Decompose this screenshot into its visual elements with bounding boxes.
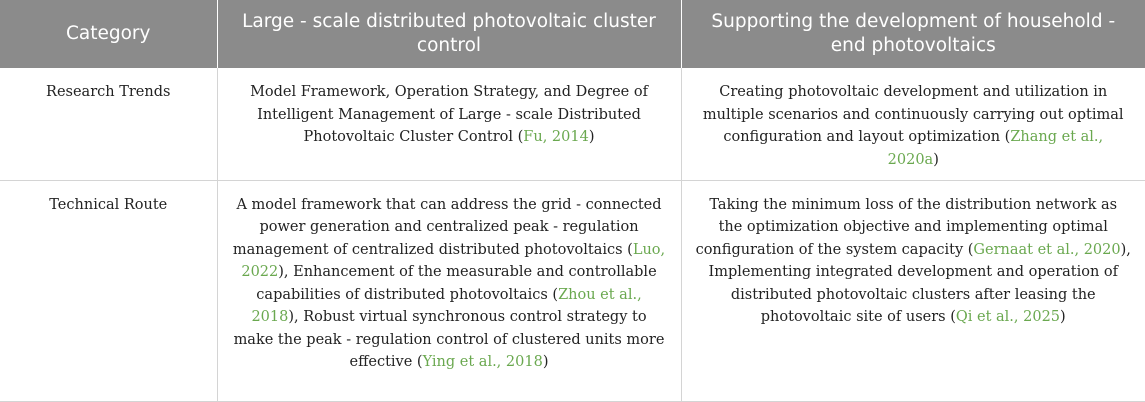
header-row: [0, 0, 1145, 68]
cell-text: Model Framework, Operation Strategy, and Degree of Intelligent Management of Large - scale Distributed Photovoltaic Cluster Control (: [250, 84, 648, 145]
cell-text: ), Robust virtual synchronous control strategy to make the peak - regulation control of clustered units more effective (: [233, 309, 665, 370]
citation-link[interactable]: Ying et al., 2018: [422, 354, 543, 370]
category-cell: Research Trends: [0, 68, 217, 180]
cell-text: ): [1060, 309, 1066, 325]
header-household-pv: Supporting the development of household - end photovoltaics: [681, 0, 1145, 68]
citation-link[interactable]: Zhou et al., 2018: [251, 286, 642, 325]
citation-link[interactable]: Gernaat et al., 2020: [973, 241, 1121, 258]
table-header: [0, 0, 1145, 68]
cluster-control-cell: [217, 68, 681, 180]
header-cluster-control: Large - scale distributed photovoltaic cluster control: [217, 0, 681, 68]
cell-text: ), Enhancement of the measurable and controllable capabilities of distributed photovoltaics (: [256, 264, 657, 303]
household-pv-cell: [681, 68, 1145, 180]
header-category: Category: [0, 0, 217, 68]
cell-text: Taking the minimum loss of the distribution network as the optimization objective and implementing optimal configuration of the system capacity (: [695, 196, 1118, 258]
table-row: [0, 180, 1145, 401]
cell-text: ), Implementing integrated development and operation of distributed photovoltaic clusters after leasing the photovoltaic site of users (: [708, 241, 1131, 325]
cell-text: ): [933, 151, 939, 168]
cell-text: A model framework that can address the grid - connected power generation and centralized peak - regulation management of centralized distributed photovoltaics (: [232, 196, 662, 258]
household-pv-cell: [681, 180, 1145, 401]
cell-text: ): [588, 129, 595, 145]
cell-text: Creating photovoltaic development and utilization in multiple scenarios and continuously carrying out optimal configuration and layout optimization (: [702, 84, 1124, 145]
cell-text: ): [542, 354, 549, 370]
citation-link[interactable]: Zhang et al., 2020a: [887, 129, 1104, 168]
citation-link[interactable]: Qi et al., 2025: [955, 309, 1061, 325]
category-cell: Technical Route: [0, 180, 217, 401]
cluster-control-cell: [217, 180, 681, 401]
table-body: [0, 68, 1145, 401]
citation-link[interactable]: Luo, 2022: [241, 241, 666, 280]
citation-link[interactable]: Fu, 2014: [523, 129, 589, 145]
table-row: [0, 68, 1145, 180]
